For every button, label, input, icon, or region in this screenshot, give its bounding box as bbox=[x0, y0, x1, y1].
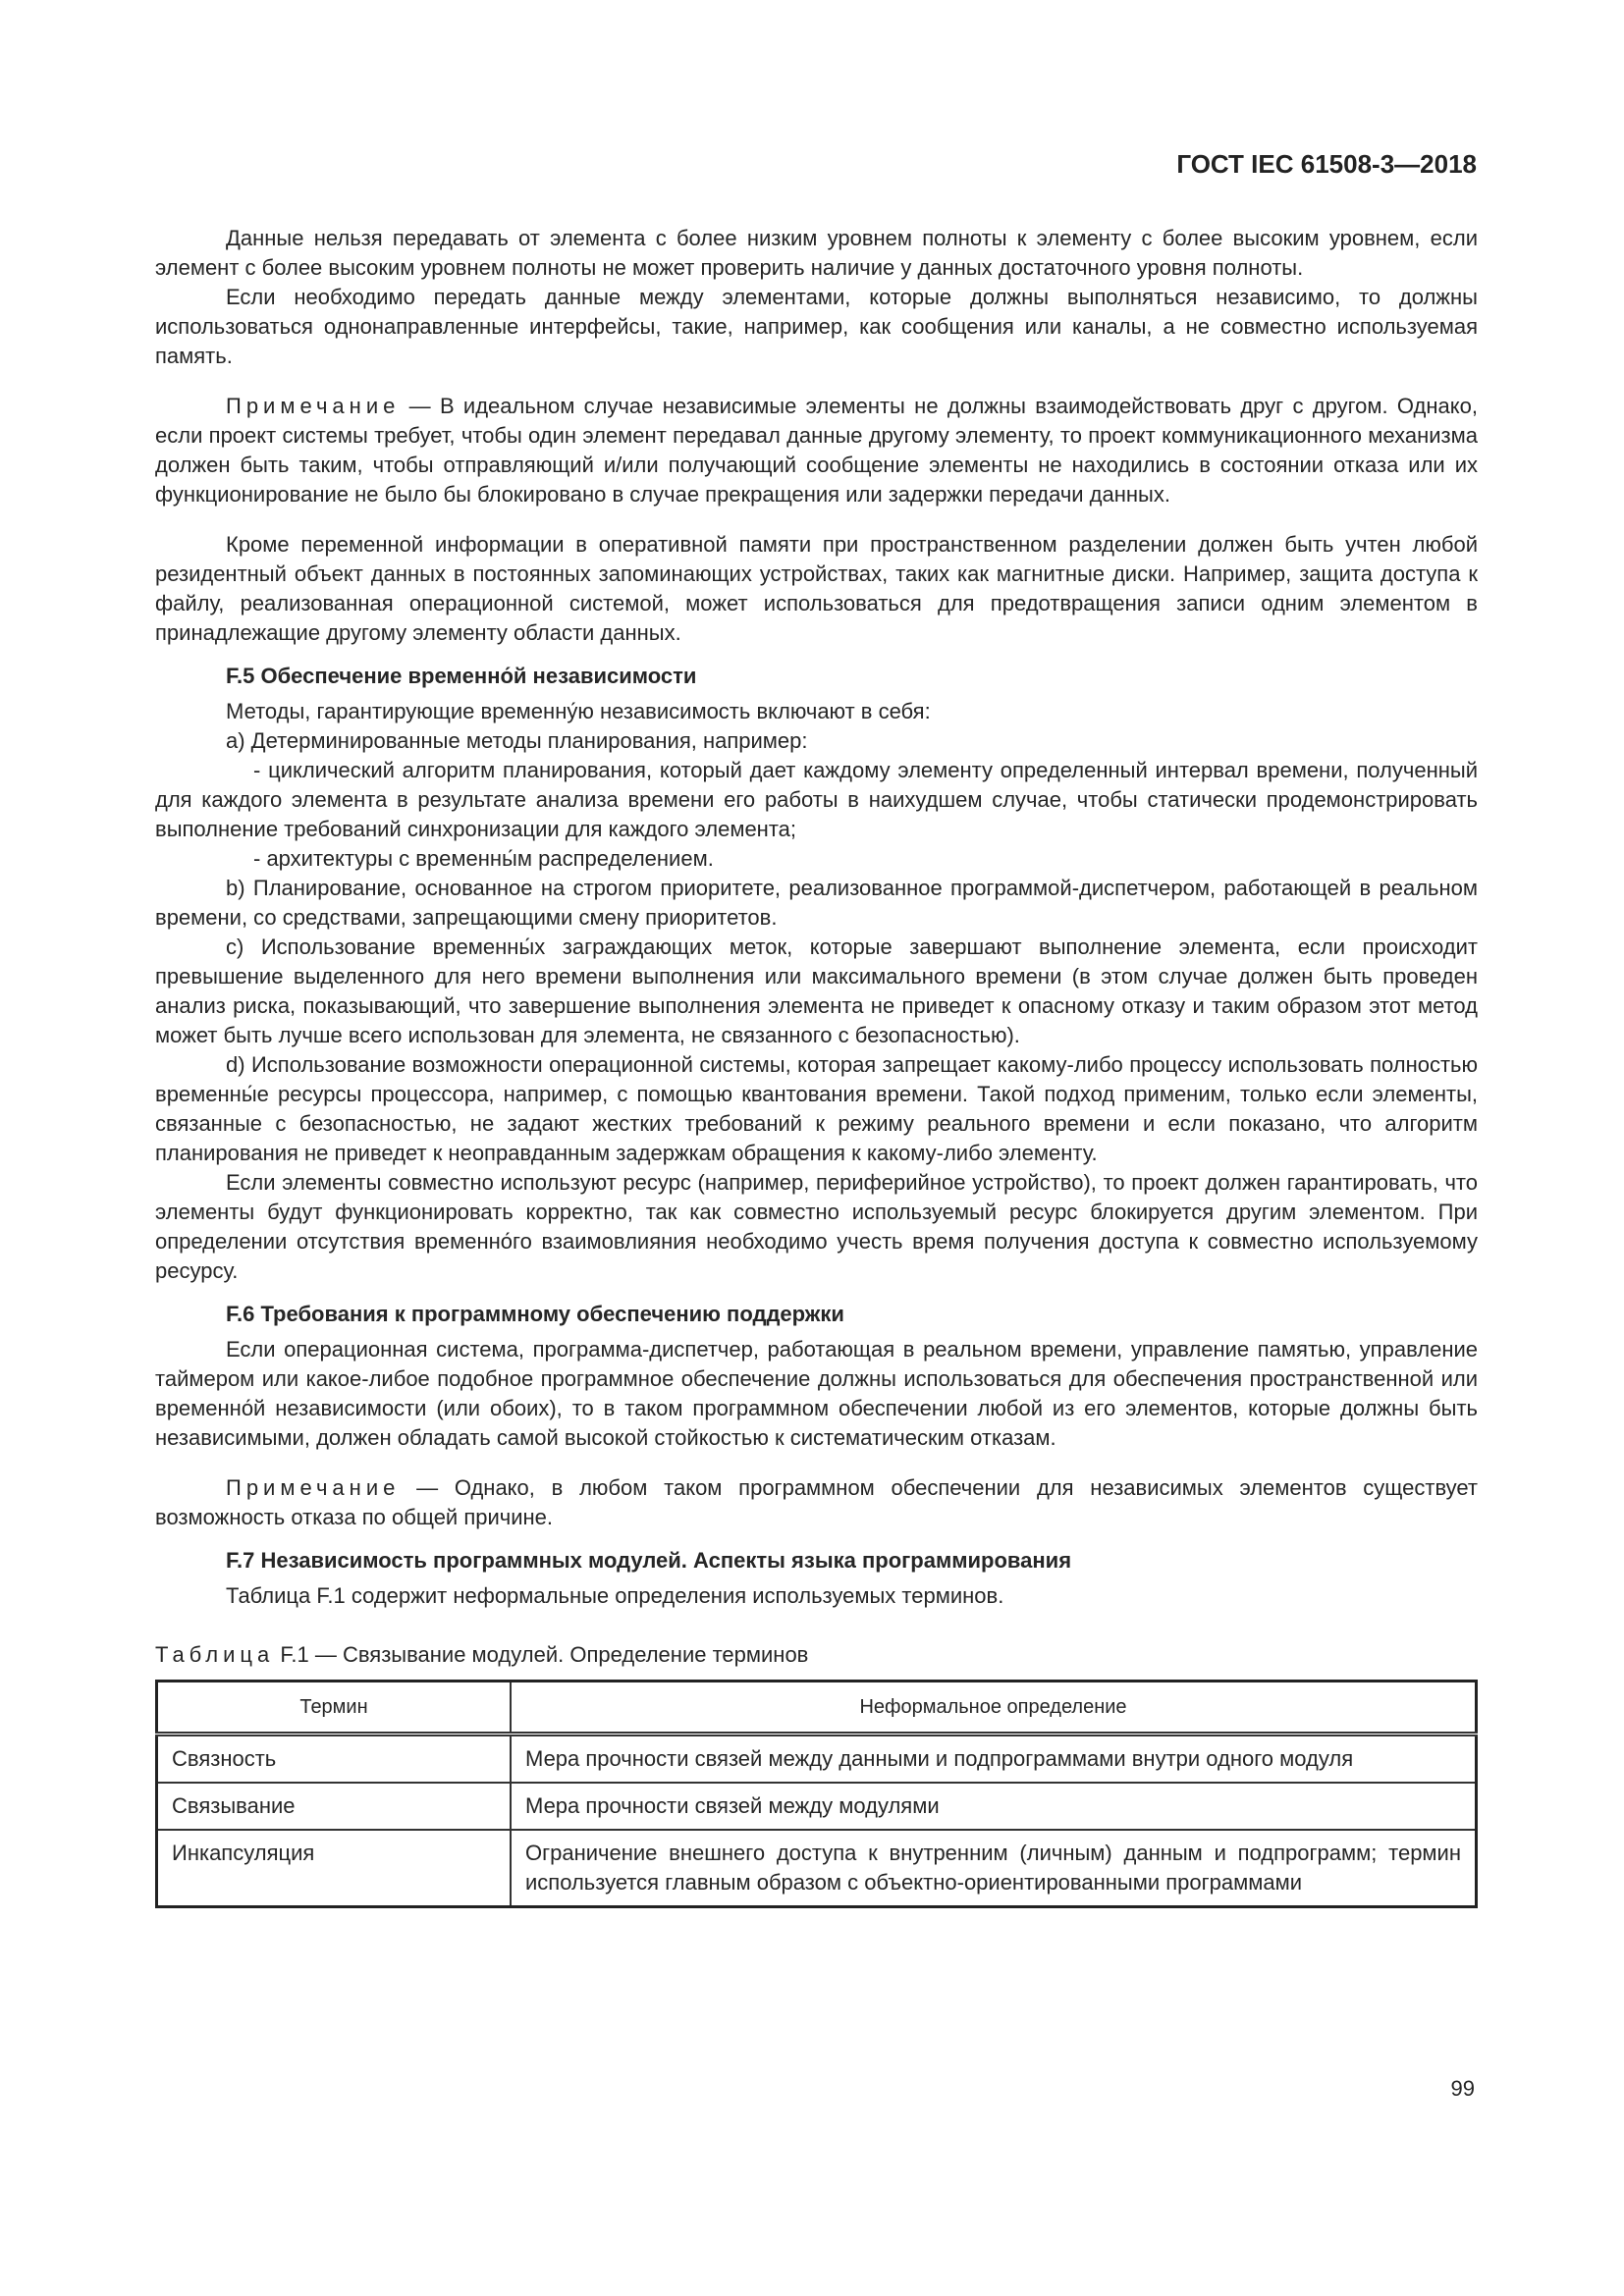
section-heading-f5: F.5 Обеспечение временно́й независимости bbox=[226, 664, 697, 688]
term-cell: Связывание bbox=[157, 1783, 512, 1830]
column-header-term: Термин bbox=[157, 1682, 512, 1735]
note bbox=[155, 1473, 1478, 1532]
list-item: - архитектуры с временны́м распределением. bbox=[253, 846, 714, 871]
note-text: — Однако, в любом таком программном обеспечении для независимых элементов существует возможность отказа по общей причине. bbox=[155, 1475, 1478, 1529]
paragraph: Кроме переменной информации в оперативной памяти при пространственном разделении должен быть учтен любой резидентный объект данных в постоянных запоминающих устройствах, таких как магнитные диски. Например, защита доступа к файлу, реализованная операционной системой, может использоваться для предотвращения записи одним элементом в принадлежащие другому элементу области данных. bbox=[155, 532, 1478, 645]
column-header-definition: Неформальное определение bbox=[511, 1682, 1477, 1735]
list-item: a) Детерминированные методы планирования, например: bbox=[226, 728, 808, 753]
note-text: — В идеальном случае независимые элементы не должны взаимодействовать друг с другом. Однако, если проект системы требует, чтобы один элемент передавал данные другому элементу, то проект коммуникационного механизма должен быть таким, чтобы отправляющий и/или получающий сообщение элементы не находились в состоянии отказа или их функционирование не было бы блокировано в случае прекращения или задержки передачи данных. bbox=[155, 394, 1478, 507]
term-cell: Связность bbox=[157, 1735, 512, 1784]
document-header: ГОСТ IEC 61508-3—2018 bbox=[1176, 149, 1477, 179]
list-item: b) Планирование, основанное на строгом приоритете, реализованное программой-диспетчером, работающей в реальном времени, со средствами, запрещающими смену приоритетов. bbox=[155, 876, 1478, 930]
section-heading-f7: F.7 Независимость программных модулей. Аспекты языка программирования bbox=[226, 1548, 1072, 1573]
paragraph: Если элементы совместно используют ресурс (например, периферийное устройство), то проект должен гарантировать, что элементы будут функционировать корректно, так как совместно используемый ресурс блокируется другим элементом. При определении отсутствия временно́го взаимовлияния необходимо учесть время получения доступа к совместно используемому ресурсу. bbox=[155, 1170, 1478, 1283]
paragraph: Если необходимо передать данные между элементами, которые должны выполняться независимо, то должны использоваться однонаправленные интерфейсы, такие, например, как сообщения или каналы, а не совместно используемая память. bbox=[155, 285, 1478, 368]
note-label: Примечание bbox=[226, 394, 401, 418]
definition-cell: Мера прочности связей между данными и подпрограммами внутри одного модуля bbox=[511, 1735, 1477, 1784]
list-item: - циклический алгоритм планирования, который дает каждому элементу определенный интервал времени, полученный для каждого элемента в результате анализа времени его работы в наихудшем случае, чтобы статически продемонстрировать выполнение требований синхронизации для каждого элемента; bbox=[155, 758, 1478, 841]
term-cell: Инкапсуляция bbox=[157, 1830, 512, 1907]
table-row bbox=[157, 1735, 1477, 1784]
list-item: c) Использование временны́х заграждающих меток, которые завершают выполнение элемента, если происходит превышение выделенного для него времени выполнения или максимального времени (в этом случае должен быть проведен анализ риска, показывающий, что завершение выполнения элемента не приведет к опасному отказу и таким образом этот метод может быть лучше всего использован для элемента, не связанного с безопасностью). bbox=[155, 934, 1478, 1047]
terms-table bbox=[155, 1680, 1478, 1908]
note-label: Примечание bbox=[226, 1475, 401, 1500]
paragraph: Таблица F.1 содержит неформальные определения используемых терминов. bbox=[226, 1583, 1004, 1608]
table-caption bbox=[155, 1640, 1478, 1670]
paragraph: Если операционная система, программа-диспетчер, работающая в реальном времени, управление памятью, управление таймером или какое-либое подобное программное обеспечение должны использоваться для обеспечения пространственной или временно́й независимости (или обоих), то в таком программном обеспечении любой из его элементов, которые должны быть независимыми, должен обладать самой высокой стойкостью к систематическим отказам. bbox=[155, 1337, 1478, 1450]
table-header-row bbox=[157, 1682, 1477, 1735]
table-row bbox=[157, 1783, 1477, 1830]
table-row bbox=[157, 1830, 1477, 1907]
paragraph: Данные нельзя передавать от элемента с более низким уровнем полноты к элементу с более высоким уровнем, если элемент с более высоким уровнем полноты не может проверить наличие у данных достаточного уровня полноты. bbox=[155, 226, 1478, 280]
page-number: 99 bbox=[1450, 2076, 1475, 2101]
definition-cell: Ограничение внешнего доступа к внутренним (личным) данным и подпрограмм; термин используется главным образом с объектно-ориентированными программами bbox=[511, 1830, 1477, 1907]
table-caption-text: F.1 — Связывание модулей. Определение терминов bbox=[274, 1642, 809, 1667]
definition-cell: Мера прочности связей между модулями bbox=[511, 1783, 1477, 1830]
section-heading-f6: F.6 Требования к программному обеспечению поддержки bbox=[226, 1302, 844, 1326]
page-body bbox=[155, 224, 1478, 1908]
table-caption-label: Таблица bbox=[155, 1642, 275, 1667]
list-item: d) Использование возможности операционной системы, которая запрещает какому-либо процессу использовать полностью временны́е ресурсы процессора, например, с помощью квантования времени. Такой подход применим, только если элементы, связанные с безопасностью, не задают жестких требований к режиму реального времени и если показано, что алгоритм планирования не приведет к неоправданным задержкам обращения к какому-либо элементу. bbox=[155, 1052, 1478, 1165]
paragraph: Методы, гарантирующие временну́ю независимость включают в себя: bbox=[226, 699, 931, 723]
note bbox=[155, 392, 1478, 509]
